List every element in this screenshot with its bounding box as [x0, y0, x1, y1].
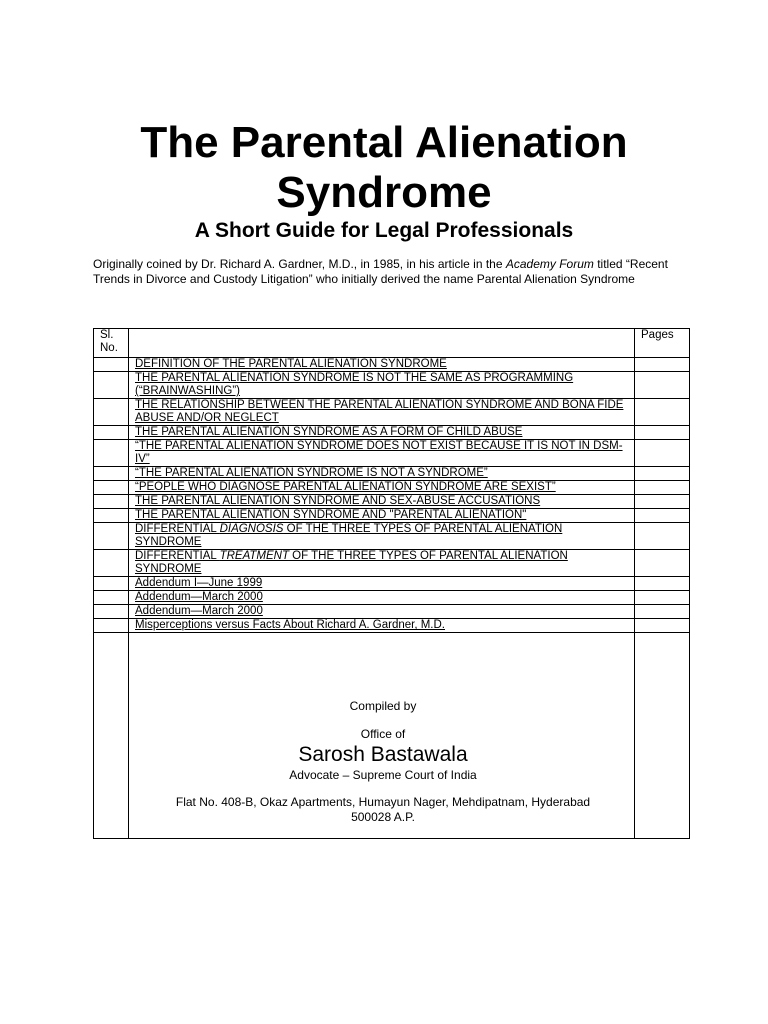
contents-link[interactable]: THE PARENTAL ALIENATION SYNDROME AND SEX-ABUSE ACCUSATIONS — [135, 495, 541, 507]
compiler-role: Advocate – Supreme Court of India — [289, 768, 477, 782]
contents-link[interactable] — [135, 523, 562, 548]
row-sl-cell — [94, 481, 129, 495]
row-sl-cell — [94, 440, 129, 467]
table-row — [94, 509, 690, 523]
table-row — [94, 399, 690, 426]
intro-paragraph — [93, 257, 683, 287]
contents-link-text: OF THE THREE TYPES OF PARENTAL ALIENATION SYNDROME — [135, 523, 563, 548]
row-sl-cell — [94, 591, 129, 605]
compiled-pages-cell — [635, 633, 690, 839]
row-sl-cell — [94, 372, 129, 399]
row-title-cell — [129, 440, 635, 467]
row-pages-cell — [635, 440, 690, 467]
table-row — [94, 577, 690, 591]
table-row — [94, 481, 690, 495]
intro-text-after: titled “Recent Trends in Divorce and Custody Litigation” who initially derived the name Parental Alienation Syndrome — [93, 257, 668, 286]
contents-link[interactable]: DEFINITION OF THE PARENTAL ALIENATION SYNDROME — [135, 358, 447, 370]
intro-text-before: Originally coined by Dr. Richard A. Gardner, M.D., in 1985, in his article in the — [93, 257, 506, 271]
row-pages-cell — [635, 372, 690, 399]
compiled-row — [94, 633, 690, 839]
header-title-cell — [129, 329, 635, 358]
contents-link-text: DIFFERENTIAL — [135, 550, 220, 562]
contents-link[interactable]: THE RELATIONSHIP BETWEEN THE PARENTAL ALIENATION SYNDROME AND BONA FIDE ABUSE AND/OR NEGLECT — [135, 399, 624, 424]
row-pages-cell — [635, 591, 690, 605]
contents-link[interactable]: THE PARENTAL ALIENATION SYNDROME AS A FORM OF CHILD ABUSE — [135, 426, 523, 438]
row-sl-cell — [94, 523, 129, 550]
contents-link[interactable]: “PEOPLE WHO DIAGNOSE PARENTAL ALIENATION SYNDROME ARE SEXIST” — [135, 481, 556, 493]
row-sl-cell — [94, 467, 129, 481]
intro-journal-name: Academy Forum — [505, 257, 594, 271]
row-pages-cell — [635, 426, 690, 440]
contents-link[interactable]: “THE PARENTAL ALIENATION SYNDROME IS NOT A SYNDROME” — [135, 467, 488, 479]
contents-link[interactable] — [135, 550, 568, 575]
row-sl-cell — [94, 619, 129, 633]
table-row — [94, 426, 690, 440]
page-title — [0, 118, 768, 218]
row-title-cell — [129, 481, 635, 495]
row-title-cell — [129, 509, 635, 523]
table-row — [94, 358, 690, 372]
row-title-cell — [129, 550, 635, 577]
row-pages-cell — [635, 495, 690, 509]
office-of-label: Office of — [360, 727, 406, 741]
contents-link[interactable]: THE PARENTAL ALIENATION SYNDROME AND "PARENTAL ALIENATION" — [135, 509, 527, 521]
contents-link[interactable]: Addendum I—June 1999 — [135, 577, 263, 589]
compiled-cell — [129, 633, 635, 839]
row-sl-cell — [94, 550, 129, 577]
address-line-2: 500028 A.P. — [351, 810, 415, 824]
table-header-row — [94, 329, 690, 358]
row-pages-cell — [635, 619, 690, 633]
row-sl-cell — [94, 509, 129, 523]
contents-link[interactable]: Misperceptions versus Facts About Richard A. Gardner, M.D. — [135, 619, 445, 631]
row-title-cell — [129, 372, 635, 399]
header-sl-no: Sl. No. — [94, 329, 129, 358]
table-row — [94, 440, 690, 467]
row-sl-cell — [94, 399, 129, 426]
table-row — [94, 605, 690, 619]
compiled-sl-cell — [94, 633, 129, 839]
row-sl-cell — [94, 577, 129, 591]
compiler-name: Sarosh Bastawala — [298, 743, 468, 766]
compiled-by-label: Compiled by — [349, 699, 417, 713]
row-sl-cell — [94, 605, 129, 619]
contents-table — [93, 328, 690, 839]
row-title-cell — [129, 577, 635, 591]
table-row — [94, 467, 690, 481]
row-title-cell — [129, 467, 635, 481]
title-line-1: The Parental Alienation — [140, 118, 628, 167]
row-pages-cell — [635, 577, 690, 591]
contents-link[interactable]: Addendum—March 2000 — [135, 605, 263, 617]
row-pages-cell — [635, 358, 690, 372]
row-sl-cell — [94, 358, 129, 372]
contents-link-emphasis: DIAGNOSIS — [219, 523, 284, 535]
row-title-cell — [129, 495, 635, 509]
table-row — [94, 550, 690, 577]
row-pages-cell — [635, 399, 690, 426]
table-row — [94, 372, 690, 399]
table-row — [94, 523, 690, 550]
row-sl-cell — [94, 495, 129, 509]
header-pages: Pages — [635, 329, 690, 358]
row-pages-cell — [635, 605, 690, 619]
address-line-1: Flat No. 408-B, Okaz Apartments, Humayun Nager, Mehdipatnam, Hyderabad — [175, 795, 591, 809]
row-title-cell — [129, 591, 635, 605]
contents-link[interactable]: THE PARENTAL ALIENATION SYNDROME IS NOT THE SAME AS PROGRAMMING (“BRAINWASHING”) — [135, 372, 574, 397]
contents-link-emphasis: TREATMENT — [219, 550, 289, 562]
table-row — [94, 619, 690, 633]
contents-link[interactable]: “THE PARENTAL ALIENATION SYNDROME DOES NOT EXIST BECAUSE IT IS NOT IN DSM-IV” — [135, 440, 623, 465]
compiled-block — [135, 633, 631, 825]
contents-link-text: DIFFERENTIAL — [135, 523, 220, 535]
page-subtitle: A Short Guide for Legal Professionals — [194, 219, 574, 242]
row-pages-cell — [635, 481, 690, 495]
contents-link-text: OF THE THREE TYPES OF PARENTAL ALIENATION SYNDROME — [135, 550, 568, 575]
table-row — [94, 495, 690, 509]
title-line-2: Syndrome — [276, 168, 492, 217]
row-pages-cell — [635, 550, 690, 577]
row-pages-cell — [635, 509, 690, 523]
row-title-cell — [129, 358, 635, 372]
row-title-cell — [129, 399, 635, 426]
row-title-cell — [129, 523, 635, 550]
row-title-cell — [129, 426, 635, 440]
row-title-cell — [129, 605, 635, 619]
table-row — [94, 591, 690, 605]
row-title-cell — [129, 619, 635, 633]
row-sl-cell — [94, 426, 129, 440]
contents-link[interactable]: Addendum—March 2000 — [135, 591, 263, 603]
row-pages-cell — [635, 523, 690, 550]
row-pages-cell — [635, 467, 690, 481]
